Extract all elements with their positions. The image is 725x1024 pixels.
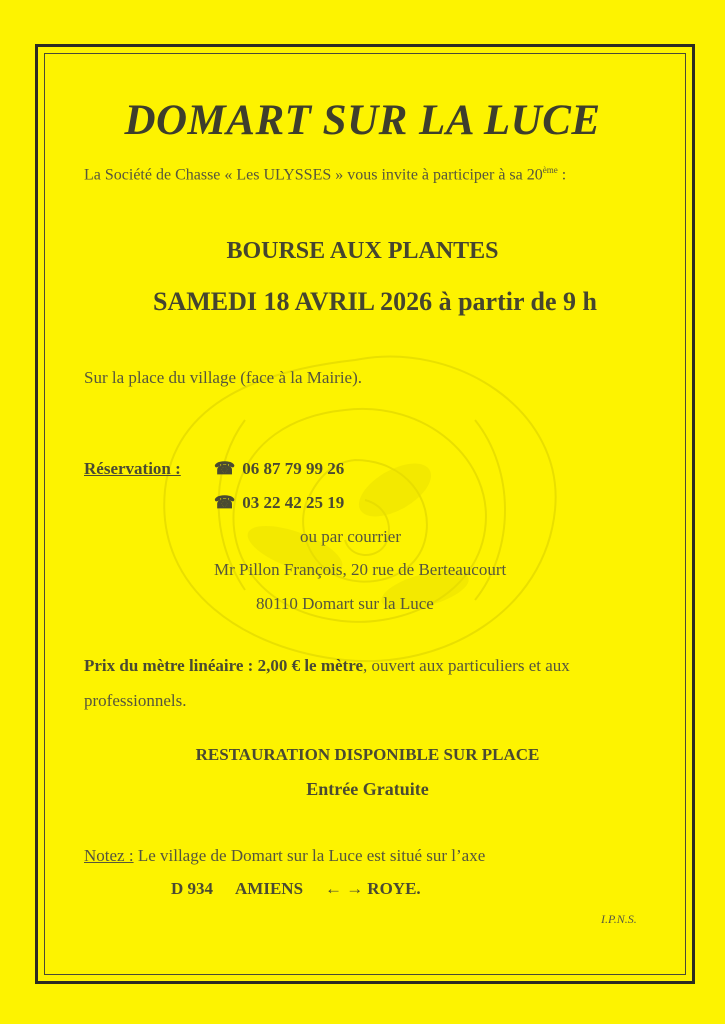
telephone-icon: ☎ (214, 493, 236, 512)
phone-line-2 (214, 493, 344, 513)
price-line-2: professionnels. (84, 691, 187, 710)
address-line-1: Mr Pillon François, 20 rue de Berteaucourt (214, 560, 507, 579)
event-location: Sur la place du village (face à la Mairie). (84, 368, 363, 387)
entry-free-notice: Entrée Gratuite (306, 779, 429, 799)
route-to: ROYE. (367, 879, 421, 898)
mail-intro: ou par courrier (300, 527, 402, 546)
town-title: DOMART SUR LA LUCE (124, 97, 601, 144)
note-text: Le village de Domart sur la Luce est situé sur l’axe (133, 846, 486, 865)
route-arrows: ← → (325, 879, 364, 898)
route-from: AMIENS (235, 879, 304, 898)
event-date: SAMEDI 18 AVRIL 2026 à partir de 9 h (153, 287, 597, 316)
telephone-icon: ☎ (214, 459, 236, 478)
note-line (84, 846, 485, 866)
price-label: Prix du mètre linéaire : 2,00 € le mètre (84, 656, 363, 675)
restauration-notice: RESTAURATION DISPONIBLE SUR PLACE (195, 745, 540, 764)
double-border-frame (35, 44, 695, 984)
ipns-footer: I.P.N.S. (601, 912, 637, 926)
address-line-2: 80110 Domart sur la Luce (256, 594, 434, 613)
invitation-main: La Société de Chasse « Les ULYSSES » vous invite à participer à sa 20 (84, 166, 543, 184)
invitation-text (84, 165, 566, 184)
phone-line-1 (214, 459, 344, 479)
price-rest: , ouvert aux particuliers et aux (363, 656, 570, 675)
ordinal-suffix: ème (542, 165, 558, 175)
price-line (84, 656, 570, 676)
phone-number-1: 06 87 79 99 26 (242, 459, 345, 478)
phone-number-2: 03 22 42 25 19 (242, 493, 345, 512)
invitation-end: : (557, 166, 567, 184)
note-label: Notez : (84, 846, 134, 865)
inner-border (44, 53, 686, 975)
route-line (171, 879, 425, 899)
road-number: D 934 (171, 879, 214, 898)
reservation-label: Réservation : (84, 459, 181, 478)
event-name: BOURSE AUX PLANTES (226, 238, 499, 264)
